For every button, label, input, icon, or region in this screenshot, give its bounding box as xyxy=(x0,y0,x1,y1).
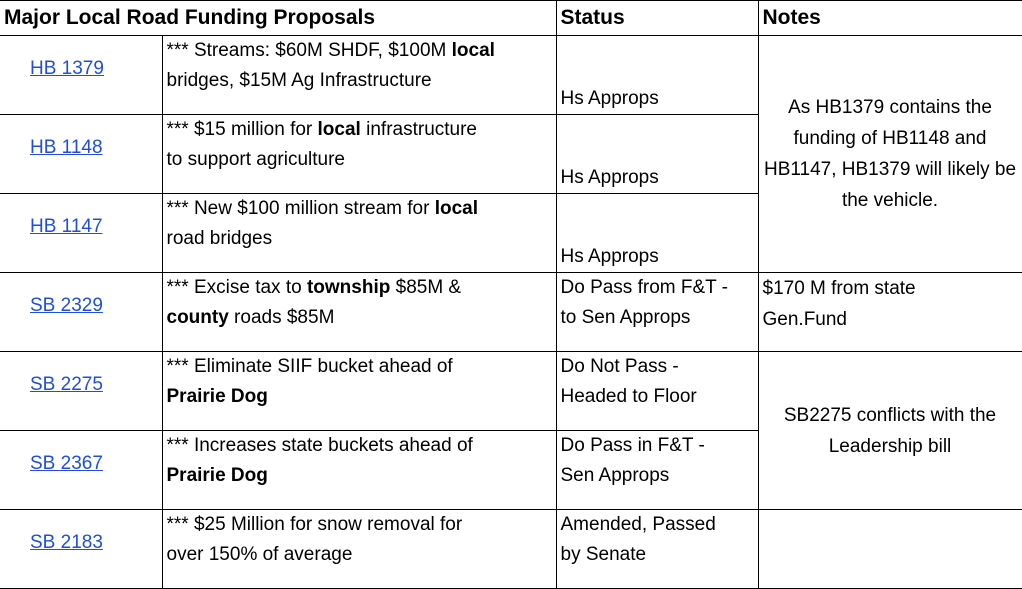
table-row xyxy=(0,36,1022,115)
bill-link[interactable]: SB 2329 xyxy=(30,295,103,316)
description-cell: *** New $100 million stream for local road bridges xyxy=(162,194,556,273)
bill-link[interactable]: HB 1379 xyxy=(30,58,104,79)
table-row xyxy=(0,510,1022,589)
header-status: Status xyxy=(556,1,758,36)
bill-link[interactable]: SB 2183 xyxy=(30,532,103,553)
bill-cell xyxy=(0,510,162,589)
bill-cell xyxy=(0,36,162,115)
description-cell: *** Eliminate SIIF bucket ahead of Prairie Dog xyxy=(162,352,556,431)
notes-sb-group: SB2275 conflicts with the Leadership bill xyxy=(758,352,1022,510)
header-row xyxy=(0,1,1022,36)
bill-link[interactable]: HB 1147 xyxy=(30,216,103,237)
bill-link[interactable]: HB 1148 xyxy=(30,137,103,158)
status-cell: Do Pass from F&T - to Sen Approps xyxy=(556,273,758,352)
header-proposals: Major Local Road Funding Proposals xyxy=(0,1,556,36)
status-cell: Do Not Pass - Headed to Floor xyxy=(556,352,758,431)
bill-link[interactable]: SB 2275 xyxy=(30,374,103,395)
description-cell: *** Increases state buckets ahead of Prairie Dog xyxy=(162,431,556,510)
table-row xyxy=(0,273,1022,352)
status-cell: Hs Approps xyxy=(556,36,758,115)
description-cell: *** $15 million for local infrastructure to support agriculture xyxy=(162,115,556,194)
notes-sb2329: $170 M from state Gen.Fund xyxy=(758,273,1022,352)
bill-cell xyxy=(0,115,162,194)
status-cell: Hs Approps xyxy=(556,115,758,194)
bill-cell xyxy=(0,194,162,273)
notes-empty xyxy=(758,510,1022,589)
status-cell: Hs Approps xyxy=(556,194,758,273)
description-cell: *** Streams: $60M SHDF, $100M local bridges, $15M Ag Infrastructure xyxy=(162,36,556,115)
bill-cell xyxy=(0,352,162,431)
description-cell: *** $25 Million for snow removal for over 150% of average xyxy=(162,510,556,589)
status-cell: Amended, Passed by Senate xyxy=(556,510,758,589)
bill-link[interactable]: SB 2367 xyxy=(30,453,103,474)
status-cell: Do Pass in F&T - Sen Approps xyxy=(556,431,758,510)
notes-hb-group: As HB1379 contains the funding of HB1148 and HB1147, HB1379 will likely be the vehicle. xyxy=(758,36,1022,273)
bill-cell xyxy=(0,273,162,352)
bill-cell xyxy=(0,431,162,510)
header-notes: Notes xyxy=(758,1,1022,36)
description-cell: *** Excise tax to township $85M & county roads $85M xyxy=(162,273,556,352)
table-row xyxy=(0,352,1022,431)
